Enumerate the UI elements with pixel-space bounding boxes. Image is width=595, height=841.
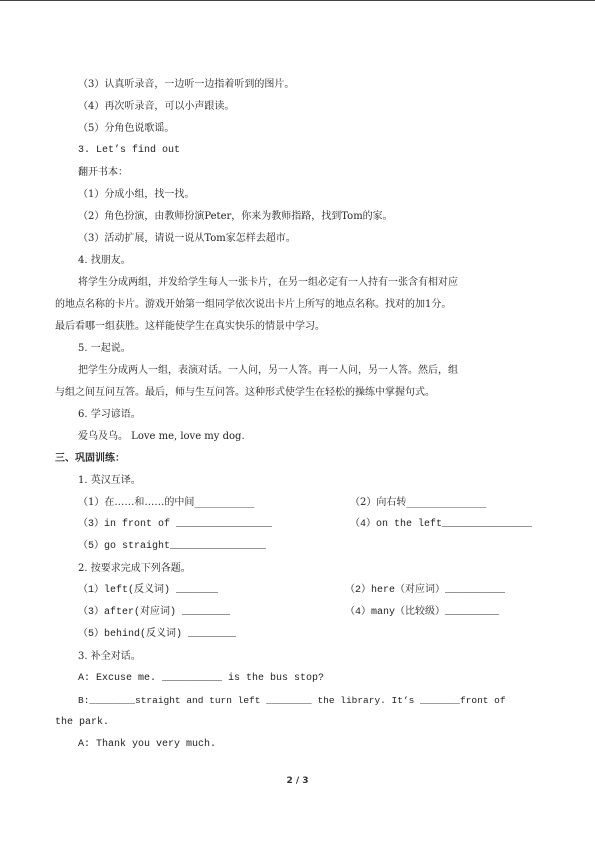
paragraph-line: 与组之间互问互答。最后，师与生互问答。这种形式使学生在轻松的操练中掌握句式。 [55, 387, 435, 398]
header-rule [0, 0, 595, 1]
dialogue-line: A: Thank you very much. [78, 739, 217, 750]
text-line: （5）分角色说歌谣。 [78, 123, 175, 134]
paragraph-line: 将学生分成两组，并发给学生每人一张卡片，在另一组必定有一人持有一张含有相对应 [78, 277, 458, 288]
exercise-item: （4）on the left_______________ [350, 519, 533, 530]
dialogue-line: the park. [55, 717, 110, 728]
part-heading: 三、巩固训练： [55, 453, 125, 464]
exercise-item: （3）after(对应词) ________ [78, 607, 231, 618]
text-line: （4）再次听录音，可以小声跟读。 [78, 101, 235, 112]
text-line: （1）分成小组，找一找。 [78, 189, 195, 200]
exercise-item: （5）behind(反义词) ________ [78, 629, 237, 640]
exercise-item: （3）in front of ________________ [78, 519, 273, 530]
exercise-item: （1）在……和……的中间____________ [78, 497, 255, 508]
exercise-heading: 1. 英汉互译。 [78, 475, 141, 486]
exercise-item: （2）向右转________________ [350, 497, 487, 508]
text-line: 翻开书本： [78, 167, 128, 178]
page-number: 2 / 3 [286, 776, 309, 786]
text-line: （2）角色扮演，由教师扮演Peter，你来为教师指路，找到Tom的家。 [78, 211, 393, 222]
exercise-heading: 3. 补全对话。 [78, 651, 141, 662]
paragraph-line: 把学生分成两人一组，表演对话。一人问，另一人答。再一人问，另一人答。然后，组 [78, 365, 458, 376]
paragraph-line: 最后看哪一组获胜。这样能使学生在真实快乐的情景中学习。 [55, 321, 325, 332]
exercise-item: （2）here（对应词）__________ [345, 585, 506, 596]
proverb-line: 爱乌及乌。 Love me, love my dog. [78, 431, 245, 442]
section-heading: 6. 学习谚语。 [78, 409, 141, 420]
dialogue-line: A: Excuse me. __________ is the bus stop? [78, 673, 325, 684]
exercise-item: （5）go straight________________ [78, 541, 267, 552]
paragraph-line: 的地点名称的卡片。游戏开始第一组同学依次说出卡片上所写的地点名称。找对的加1分。 [55, 299, 452, 310]
section-heading: 3. Let’s find out [78, 145, 181, 156]
exercise-item: （1）left(反义词) _______ [78, 585, 219, 596]
dialogue-line: B:________straight and turn left ________ the library. It’s _______front of [78, 695, 506, 706]
exercise-item: （4）many（比较级）_________ [345, 607, 500, 618]
exercise-heading: 2. 按要求完成下列各题。 [78, 563, 191, 574]
text-line: （3）认真听录音，一边听一边指着听到的图片。 [78, 79, 295, 90]
section-heading: 4. 找朋友。 [78, 255, 131, 266]
section-heading: 5. 一起说。 [78, 343, 131, 354]
text-line: （3）活动扩展，请说一说从Tom家怎样去超市。 [78, 233, 296, 244]
